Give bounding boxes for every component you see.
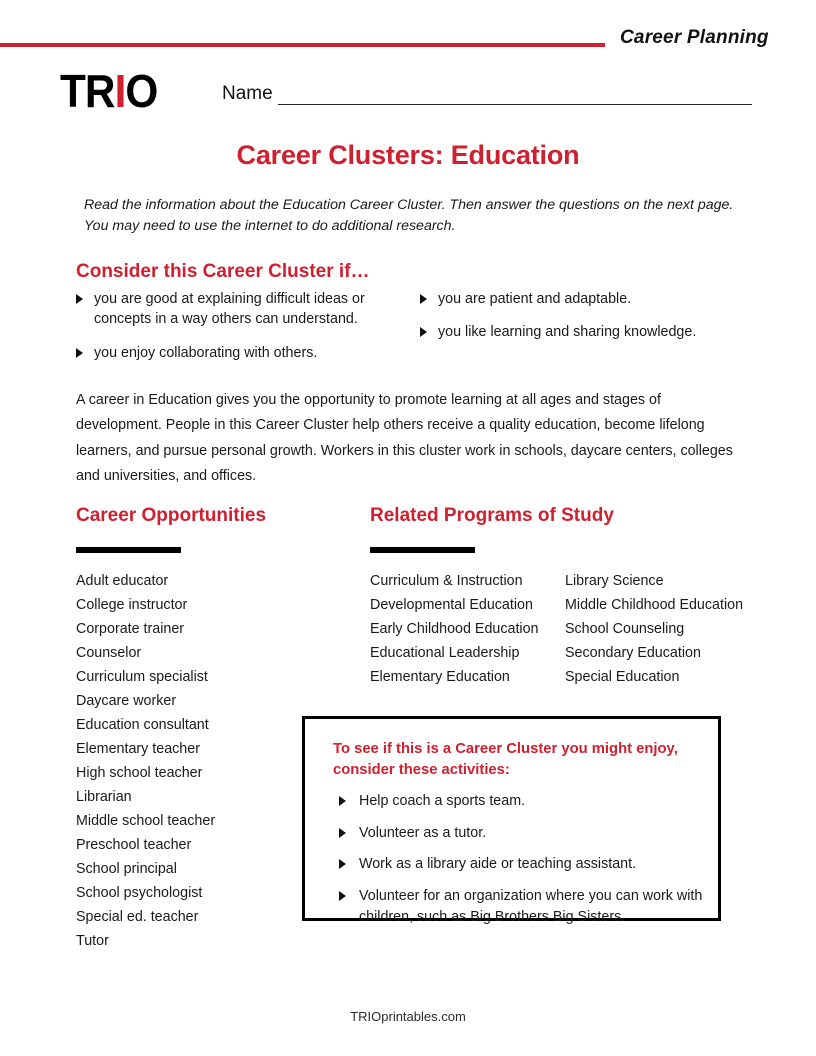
- name-label: Name: [222, 83, 273, 104]
- activities-list: [337, 791, 709, 939]
- activity-item-text: Work as a library aide or teaching assistant.: [359, 856, 637, 873]
- footer-site-name: TRIOprintables.com: [350, 1009, 466, 1024]
- logo-text-o: O: [125, 65, 158, 117]
- list-item: College instructor: [76, 596, 188, 613]
- list-item: School Counseling: [565, 620, 685, 637]
- list-item: Secondary Education: [565, 644, 701, 661]
- cluster-description: A career in Education gives you the opportunity to promote learning at all ages and stages of development. People in this Career Cluster help others receive a quality education, become lifelong learners, and pursue personal growth. Workers in this cluster work in schools, daycare centers, colleges and universities, and offices.: [76, 392, 733, 485]
- programs-list: [565, 569, 743, 689]
- name-input-line[interactable]: [278, 104, 752, 105]
- consider-item-text: you are good at explaining difficult ideas or concepts in a way others can understand.: [94, 291, 365, 328]
- triangle-bullet-icon: [420, 294, 427, 304]
- list-item: Daycare worker: [76, 692, 177, 709]
- triangle-bullet-icon: [339, 859, 346, 869]
- programs-column-one: [370, 569, 539, 689]
- activity-item: [337, 886, 709, 927]
- activity-item-text: Help coach a sports team.: [359, 793, 526, 809]
- heading-underline-bar: [370, 547, 475, 553]
- activities-callout-box: [302, 716, 721, 925]
- list-item: Early Childhood Education: [370, 620, 539, 637]
- list-item: Counselor: [76, 644, 142, 661]
- consider-item: [76, 289, 406, 330]
- list-item: Special ed. teacher: [76, 909, 199, 926]
- heading-underline-bar: [76, 547, 181, 553]
- list-item: School principal: [76, 861, 177, 878]
- list-item: Tutor: [76, 933, 109, 950]
- list-item: School psychologist: [76, 885, 203, 902]
- programs-of-study-section: [370, 505, 770, 685]
- consider-column-left: [76, 289, 406, 376]
- list-item: Middle Childhood Education: [565, 596, 744, 613]
- consider-column-right: [420, 289, 750, 356]
- programs-list: [370, 569, 539, 689]
- list-item: Developmental Education: [370, 596, 533, 613]
- list-item: Education consultant: [76, 716, 209, 733]
- activity-item: [337, 791, 709, 812]
- triangle-bullet-icon: [76, 348, 83, 358]
- triangle-bullet-icon: [420, 327, 427, 337]
- header-band: [0, 27, 816, 62]
- consider-item: [420, 322, 750, 342]
- page-title: Career Clusters: Education: [236, 140, 580, 170]
- list-item: Curriculum specialist: [76, 668, 208, 685]
- triangle-bullet-icon: [339, 796, 346, 806]
- triangle-bullet-icon: [76, 294, 83, 304]
- logo-text-i-red: I: [114, 65, 126, 117]
- activity-item-text: Volunteer as a tutor.: [359, 824, 487, 841]
- list-item: Adult educator: [76, 572, 169, 589]
- instructions-text: Read the information about the Education Career Cluster. Then answer the questions on the next page. You may need to use the internet to do additional research.: [84, 197, 734, 234]
- header-red-rule: [0, 43, 605, 47]
- list-item: Library Science: [565, 572, 664, 589]
- consider-item-text: you like learning and sharing knowledge.: [438, 324, 697, 341]
- list-item: Elementary Education: [370, 668, 510, 685]
- logo-text-tr: TR: [60, 65, 115, 117]
- list-item: High school teacher: [76, 765, 203, 782]
- list-item: Middle school teacher: [76, 813, 216, 830]
- consider-item-text: you are patient and adaptable.: [438, 291, 632, 307]
- activity-item: [337, 823, 709, 844]
- activity-item: [337, 854, 709, 875]
- list-item: Corporate trainer: [76, 620, 185, 637]
- programs-of-study-heading: Related Programs of Study: [370, 505, 614, 526]
- list-item: Elementary teacher: [76, 741, 200, 757]
- consider-item: [76, 343, 406, 363]
- trio-logo: [60, 65, 158, 117]
- consider-heading: Consider this Career Cluster if…: [76, 261, 370, 282]
- list-item: Preschool teacher: [76, 837, 192, 854]
- programs-column-two: [565, 569, 743, 689]
- list-item: Special Education: [565, 668, 680, 685]
- list-item: Librarian: [76, 789, 132, 806]
- list-item: Educational Leadership: [370, 644, 520, 661]
- career-opportunities-heading: Career Opportunities: [76, 505, 267, 526]
- triangle-bullet-icon: [339, 891, 346, 901]
- header-kicker: Career Planning: [620, 27, 769, 48]
- consider-item: [420, 289, 750, 309]
- list-item: Curriculum & Instruction: [370, 572, 523, 589]
- activity-item-text: Volunteer for an organization where you can work with children, such as Big Brothers Big Sisters.: [359, 888, 703, 925]
- consider-item-text: you enjoy collaborating with others.: [94, 344, 318, 361]
- activities-heading: To see if this is a Career Cluster you might enjoy, consider these activities:: [333, 741, 678, 778]
- triangle-bullet-icon: [339, 828, 346, 838]
